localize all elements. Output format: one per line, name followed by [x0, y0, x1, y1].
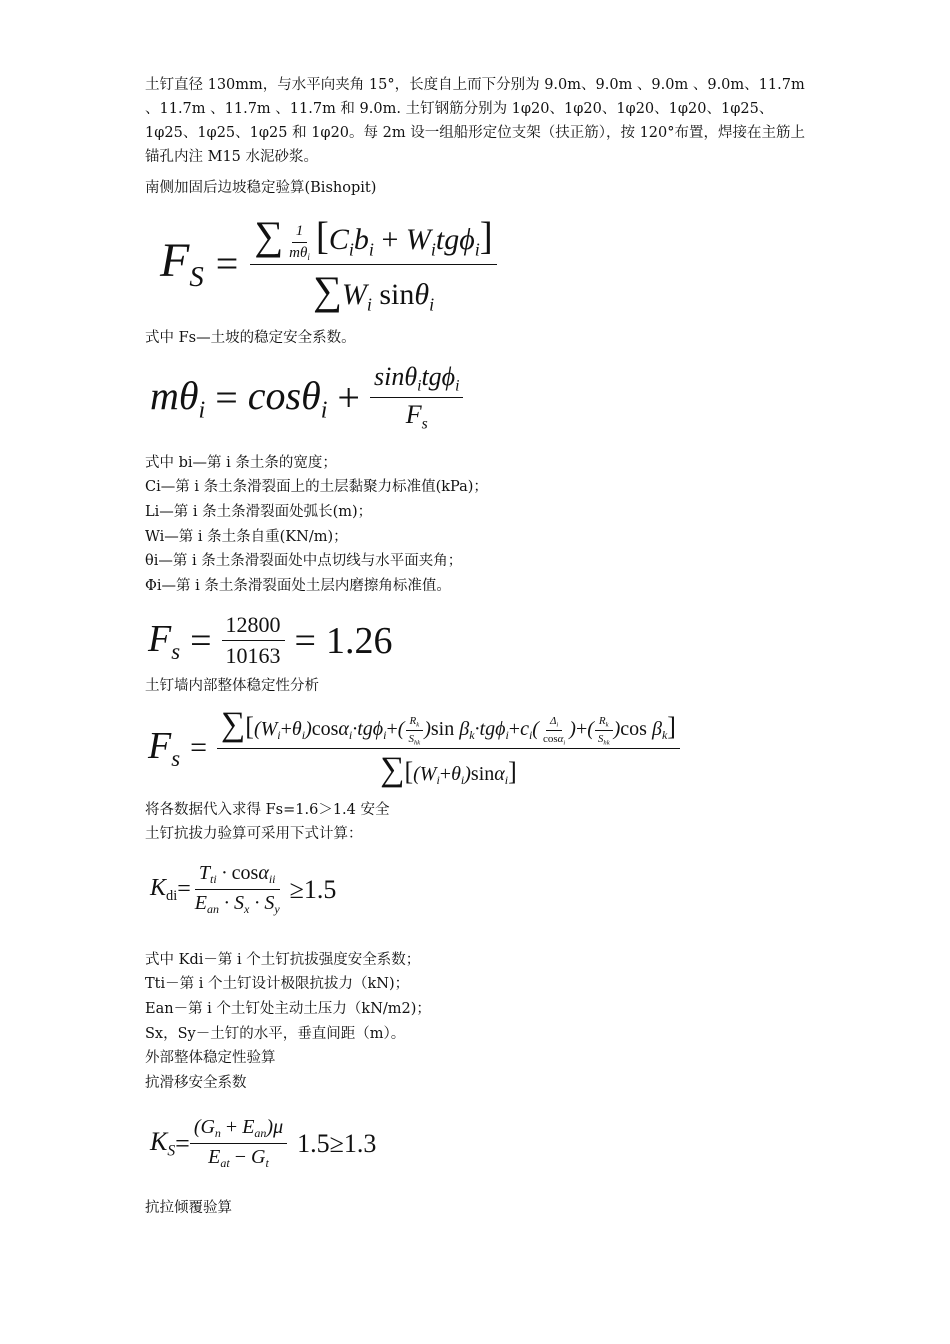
def-ean: Ean－第 i 个土钉处主动土压力（kN/m2)； — [145, 1001, 431, 1017]
def-sx-sy: Sx，Sy－土钉的水平，垂直间距（m）。 — [145, 1026, 406, 1042]
def-li: Li—第 i 条土条滑裂面处弧长(m)； — [145, 504, 373, 520]
formula-ks: $K_S$ = $\frac{(G_n + E_{an})\mu}{E_{at} - G_t}$ 1.5 ≥ 1.3 — [150, 1116, 377, 1171]
formula-fs-result: $F_s$ = $\frac{12800}{10163}$ = 1.26 — [148, 612, 393, 668]
ks-relation: ≥ — [329, 1128, 344, 1158]
formula-kdi: $K_{di}$ = $\frac{T_{ti} \cdot \cos\alpha_{ii}}{E_{an} \cdot S_x \cdot S_y}$ ≥1.5 — [150, 862, 337, 917]
heading-anti-sliding: 抗滑移安全系数 — [145, 1075, 247, 1091]
heading-external-stability: 外部整体稳定性验算 — [145, 1050, 276, 1066]
ks-computed: 1.5 — [297, 1128, 330, 1158]
fs-result-value: 1.26 — [325, 619, 393, 662]
internal-result-text: 将各数据代入求得 Fs=1.6＞1.4 安全 — [145, 802, 390, 818]
paragraph-soil-nail-spec: 土钉直径 130mm，与水平向夹角 15°，长度自上而下分别为 9.0m、9.0m 、9.0m 、9.0m、11.7m 、11.7m 、11.7m 、11.7m 和 9.0m. 土钉钢筋分别为 1φ20、1φ20、1φ20、1φ20、1φ25、1φ25、1φ25、1φ25 和 1φ20。每 2m 设一组船形定位支架（扶正筋），按 120°布置，焊接在主筋上锚孔内注 M15 水泥砂浆。 — [145, 77, 806, 165]
def-kdi: 式中 Kdi－第 i 个土钉抗拔强度安全系数； — [145, 952, 421, 968]
formula-m-theta: $m\theta_i$ = cosθ$_i$ + $\frac{\sin\theta_itg\phi_i}{F_s}$ — [150, 362, 463, 434]
heading-pullout: 土钉抗拔力验算可采用下式计算： — [145, 826, 363, 842]
fs-denominator: 10163 — [225, 643, 281, 668]
def-ci: Ci—第 i 条土条滑裂面上的土层黏聚力标准值(kPa)； — [145, 479, 488, 495]
heading-overturning: 抗拉倾覆验算 — [145, 1200, 232, 1216]
ks-limit: 1.3 — [343, 1128, 377, 1158]
def-theta-i: θi—第 i 条土条滑裂面处中点切线与水平面夹角； — [145, 553, 463, 569]
formula-internal-fs: $F_s$ = $\sum[(W_i+\theta_i)\cos\alpha_i\cdot tg\phi_i+$( $\frac{R_k}{S_{hk}}$ )sin $\beta_k\cdot tg\phi_i+c_i$( $\frac{\Delta_i}{\cos\alpha_i}$ )+( $\frac{R_k}{S_{hk}}$ )cos $\beta_k$] $\sum[(W_i+\theta_i)\sin\alpha_i]$ — [148, 706, 680, 789]
kdi-limit: ≥1.5 — [289, 874, 337, 904]
heading-internal-stability: 土钉墙内部整体稳定性分析 — [145, 678, 319, 694]
fs-numerator: 12800 — [222, 612, 285, 641]
def-wi: Wi—第 i 条土条自重(KN/m)； — [145, 529, 348, 545]
where-fs-text: 式中 Fs—土坡的稳定安全系数。 — [145, 330, 356, 346]
def-tti: Tti－第 i 个土钉设计极限抗拔力（kN)； — [145, 976, 410, 992]
heading-bishop: 南侧加固后边坡稳定验算(Bishopit) — [145, 180, 377, 196]
def-phi-i: Φi—第 i 条土条滑裂面处土层内磨擦角标准值。 — [145, 578, 451, 594]
formula-bishop-fs: $F_S$ = ∑ $\frac{1}{m\theta_i}$ $[C_ib_i + W_itg\phi_i]$ $\sum W_i$ sinθ$_i$ — [160, 212, 497, 315]
def-bi: 式中 bi—第 i 条土条的宽度； — [145, 455, 337, 471]
